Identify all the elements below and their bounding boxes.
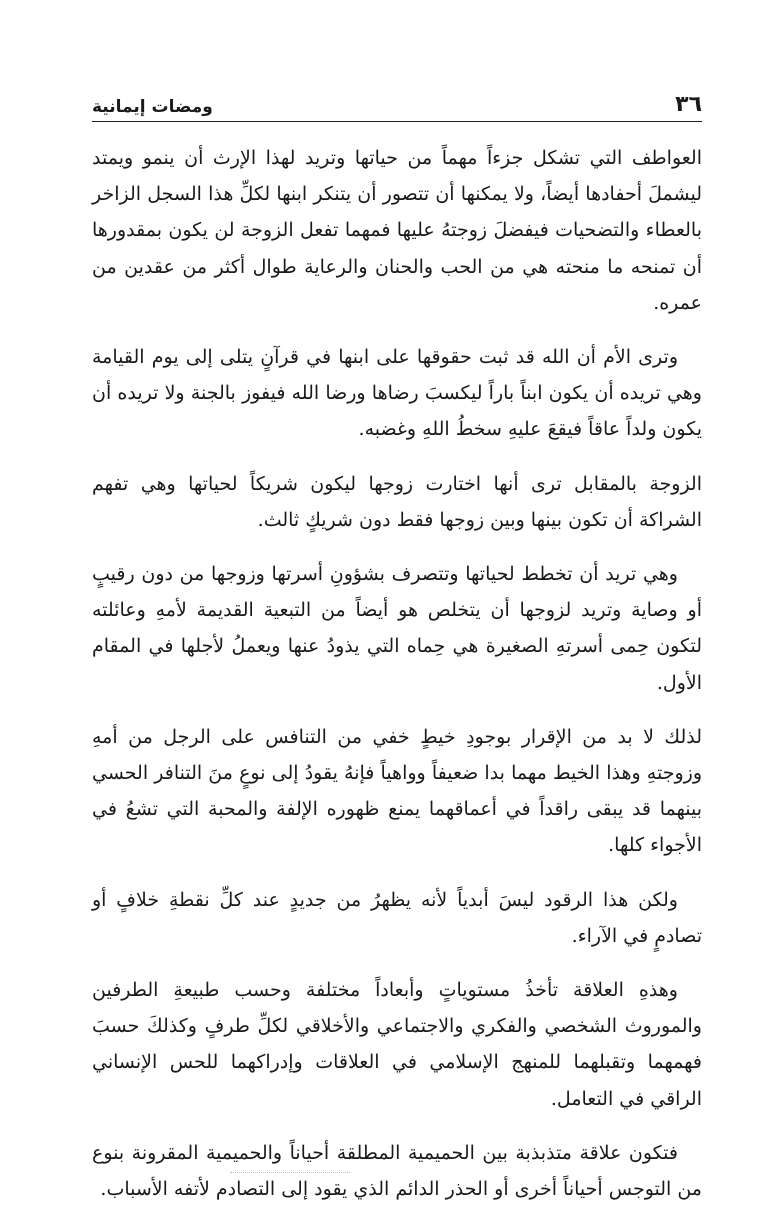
paragraph-6: ولكن هذا الرقود ليسَ أبدياً لأنه يظهرُ من جديدٍ عند كلِّ نقطةِ خلافٍ أو تصادمٍ في الآراء. [92,888,702,947]
paragraph-3: الزوجة بالمقابل ترى أنها اختارت زوجها ليكون شريكاً لحياتها وهي تفهم الشراكة أن تكون بينها وبين زوجها فقط دون شريكٍ ثالث. [92,472,702,531]
paragraph-5: لذلك لا بد من الإقرار بوجودِ خيطٍ خفي من التنافس على الرجل من أمهِ وزوجتهِ وهذا الخيط مهما بدا ضعيفاً وواهياً فإنهُ يقودُ إلى نوعٍ منَ التنافر الحسي بينهما قد يبقى راقداً في أعماقهما يمنع ظهوره الإلفة والمحبة التي تشعُ في الأجواء كلها. [92,725,702,857]
body-text [92,140,702,1225]
paragraph-8: فتكون علاقة متذبذبة بين الحميمية المطلقة أحياناً والحميمية المقرونة بنوع من التوجس أحياناً أخرى أو الحذر الدائم الذي يقود إلى التصادم لأتفه الأسباب. [92,1141,702,1201]
paragraph-4: وهي تريد أن تخطط لحياتها وتتصرف بشؤونِ أسرتها وزوجها من دون رقيبٍ أو وصاية وتريد لزوجها أن يتخلص هو أيضاً من التبعية القديمة لأمهِ وعائلته لتكون حِمى أسرتهِ الصغيرة هي حِماه التي يذودُ عنها ويعملُ لأجلها في المقام الأول. [92,563,702,694]
running-title: ومضات إيمانية [92,97,213,117]
paragraph-2: وترى الأم أن الله قد ثبت حقوقها على ابنها في قرآنٍ يتلى إلى يوم القيامة وهي تريده أن يكون ابناً باراً ليكسبَ رضاها ورضا الله فيفوز بالجنة ولا تريده أن يكون ولداً عاقاً فيقعَ عليهِ سخطُ اللهِ وغضبه. [92,346,702,441]
page-number: ٣٦ [675,92,702,117]
footer-divider [230,1172,350,1173]
paragraph-1: العواطف التي تشكل جزءاً مهماً من حياتها وتريد لهذا الإرث أن ينمو ويمتد ليشملَ أحفادها أيضاً، ولا يمكنها أن تتصور أن يتنكر ابنها لكلِّ هذا السجل الزاخر بالعطاء والتضحيات فيفضلَ زوجتهُ عليها فمهما تفعل الزوجة لن يكون بمقدورها أن تمنحه ما منحته هي من الحب والحنان والرعاية طوال أكثر من عقدين من عمره. [92,147,702,314]
paragraph-7: وهذهِ العلاقة تأخذُ مستوياتٍ وأبعاداً مختلفة وحسب طبيعةِ الطرفين والموروث الشخصي والفكري والاجتماعي والأخلاقي لكلِّ طرفٍ وكذلكَ حسبَ فهمهما وتقبلهما للمنهج الإسلامي في العلاقات وإدراكهما للحس الإنساني الراقي في التعامل. [92,979,702,1110]
page-header [92,88,702,122]
